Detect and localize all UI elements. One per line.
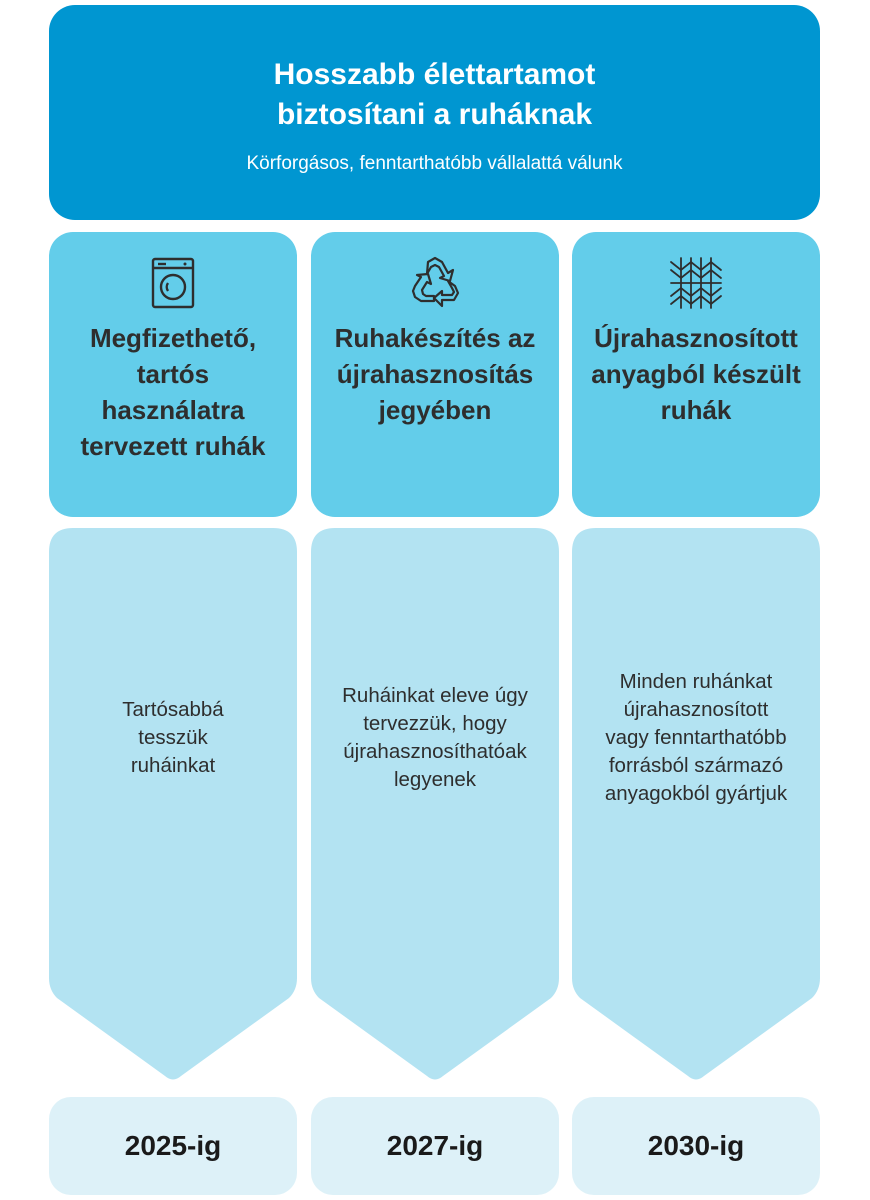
recycle-icon (406, 254, 464, 312)
year-badge-1: 2025-ig (49, 1097, 297, 1195)
goal-title-3: Újrahasznosított anyagból készült ruhák (591, 323, 801, 425)
arrow-card-1 (49, 528, 297, 1083)
goal-card-3 (572, 232, 820, 517)
washing-machine-icon (144, 254, 202, 312)
arrow-text-3: Minden ruhánkat újrahasznosított vagy fenntarthatóbb forrásból származó anyagokból gyártjuk (604, 670, 788, 805)
goal-card-1 (49, 232, 297, 517)
arrow-text-1: Tartósabbá tesszük ruháinkat (122, 698, 224, 777)
goal-card-2 (311, 232, 559, 517)
header-banner (49, 5, 820, 220)
goal-title-1: Megfizethető, tartós használatra tervezett ruhák (80, 323, 266, 461)
year-badge-2: 2027-ig (311, 1097, 559, 1195)
header-subtitle: Körforgásos, fenntarthatóbb vállalattá válunk (246, 153, 623, 174)
year-badge-3: 2030-ig (572, 1097, 820, 1195)
arrow-card-3 (572, 528, 820, 1083)
goal-title-2: Ruhakészítés az újrahasznosítás jegyében (334, 323, 536, 425)
arrow-card-2 (311, 528, 559, 1083)
fabric-fibers-icon (667, 254, 725, 312)
arrow-text-2: Ruháinkat eleve úgy tervezzük, hogy újrahasznosíthatóak legyenek (342, 684, 528, 791)
header-title: Hosszabb élettartamot biztosítani a ruháknak (273, 58, 596, 131)
